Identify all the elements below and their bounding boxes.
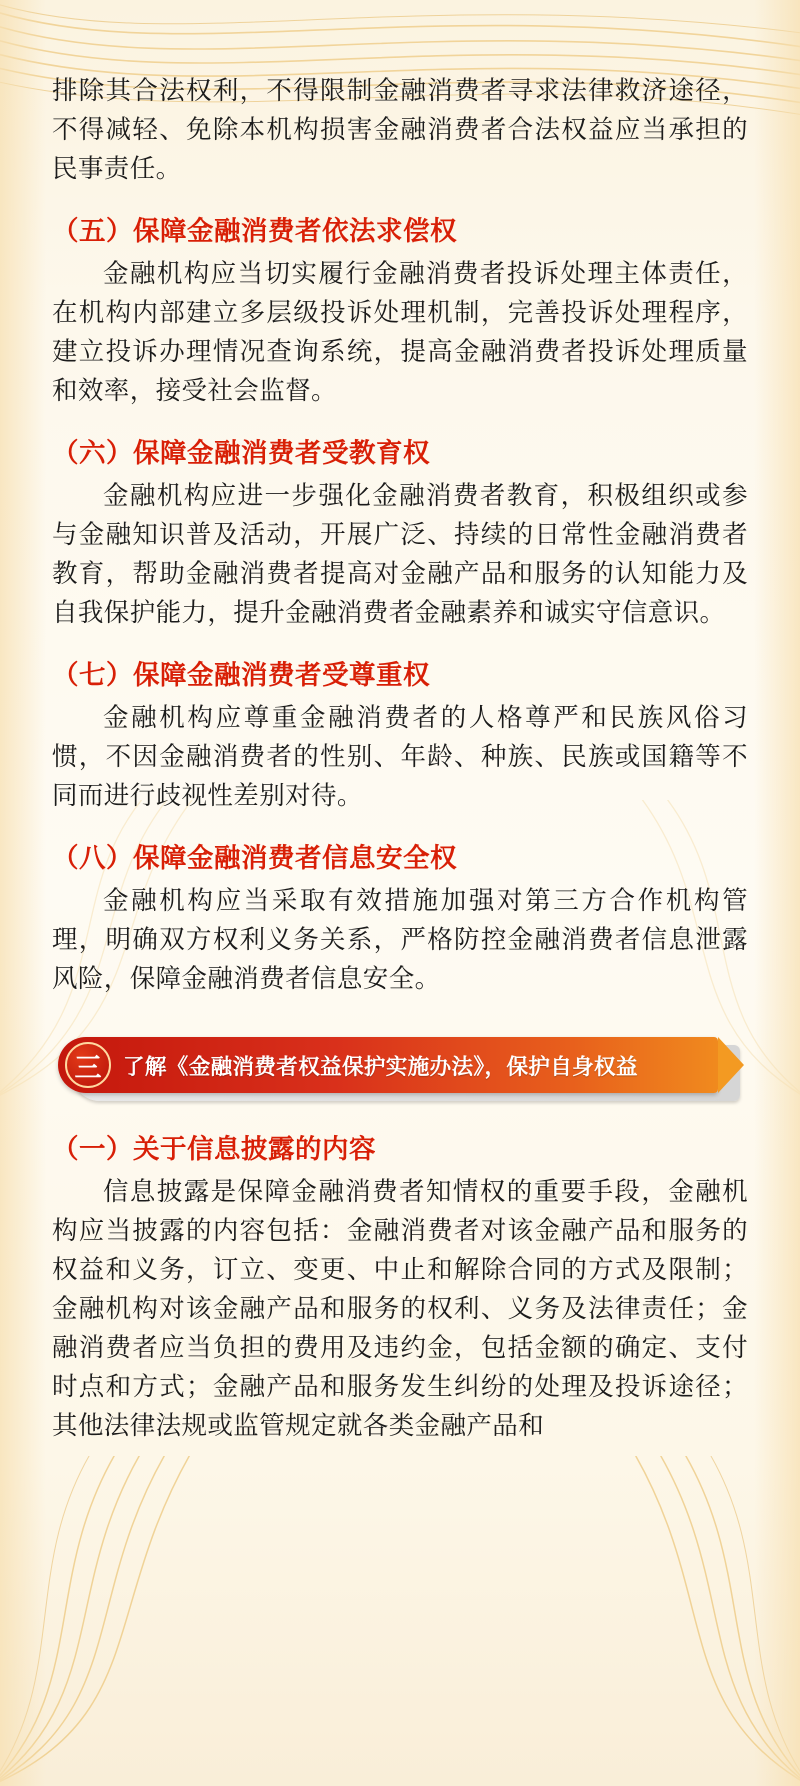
- chapter-title: 了解《金融消费者权益保护实施办法》，保护自身权益: [123, 1054, 638, 1079]
- section-eight-paragraph: 金融机构应当采取有效措施加强对第三方合作机构管理，明确双方权利义务关系，严格防控金融消费者信息泄露风险，保障金融消费者信息安全。: [52, 887, 748, 993]
- section-eight-heading: （八）保障金融消费者信息安全权: [52, 843, 457, 873]
- section-five-heading: （五）保障金融消费者依法求偿权: [52, 216, 457, 246]
- section-one-paragraph: 信息披露是保障金融消费者知情权的重要手段，金融机构应当披露的内容包括：金融消费者对该金融产品和服务的权益和义务，订立、变更、中止和解除合同的方式及限制；金融机构对该金融产品和服务的权利、义务及法律责任；金融消费者应当负担的费用及违约金，包括金额的确定、支付时点和方式；金融产品和服务发生纠纷的处理及投诉途径；其他法律法规或监管规定就各类金融产品和: [52, 1178, 748, 1440]
- section-seven: [52, 655, 748, 816]
- continued-paragraph: 排除其合法权利，不得限制金融消费者寻求法律救济途径，不得减轻、免除本机构损害金融消费者合法权益应当承担的民事责任。: [52, 77, 748, 183]
- section-seven-heading: （七）保障金融消费者受尊重权: [52, 660, 430, 690]
- section-one-disclosure: [52, 1129, 748, 1446]
- section-five-paragraph: 金融机构应当切实履行金融消费者投诉处理主体责任，在机构内部建立多层级投诉处理机制，完善投诉处理程序，建立投诉办理情况查询系统，提高金融消费者投诉处理质量和效率，接受社会监督。: [52, 260, 748, 405]
- banner-body: [58, 1037, 718, 1093]
- section-six-heading: （六）保障金融消费者受教育权: [52, 438, 430, 468]
- section-one-heading: （一）关于信息披露的内容: [52, 1134, 376, 1164]
- section-seven-paragraph: 金融机构应尊重金融消费者的人格尊严和民族风俗习惯，不因金融消费者的性别、年龄、种族、民族或国籍等不同而进行歧视性差别对待。: [52, 704, 748, 810]
- section-six: [52, 433, 748, 633]
- section-five: [52, 211, 748, 411]
- continued-paragraph-block: [52, 72, 748, 189]
- section-eight: [52, 838, 748, 999]
- chapter-banner: [58, 1033, 748, 1107]
- section-six-paragraph: 金融机构应进一步强化金融消费者教育，积极组织或参与金融知识普及活动，开展广泛、持续的日常性金融消费者教育，帮助金融消费者提高对金融产品和服务的认知能力及自我保护能力，提升金融消费者金融素养和诚实守信意识。: [52, 482, 748, 627]
- chapter-number-badge: 三: [65, 1042, 111, 1088]
